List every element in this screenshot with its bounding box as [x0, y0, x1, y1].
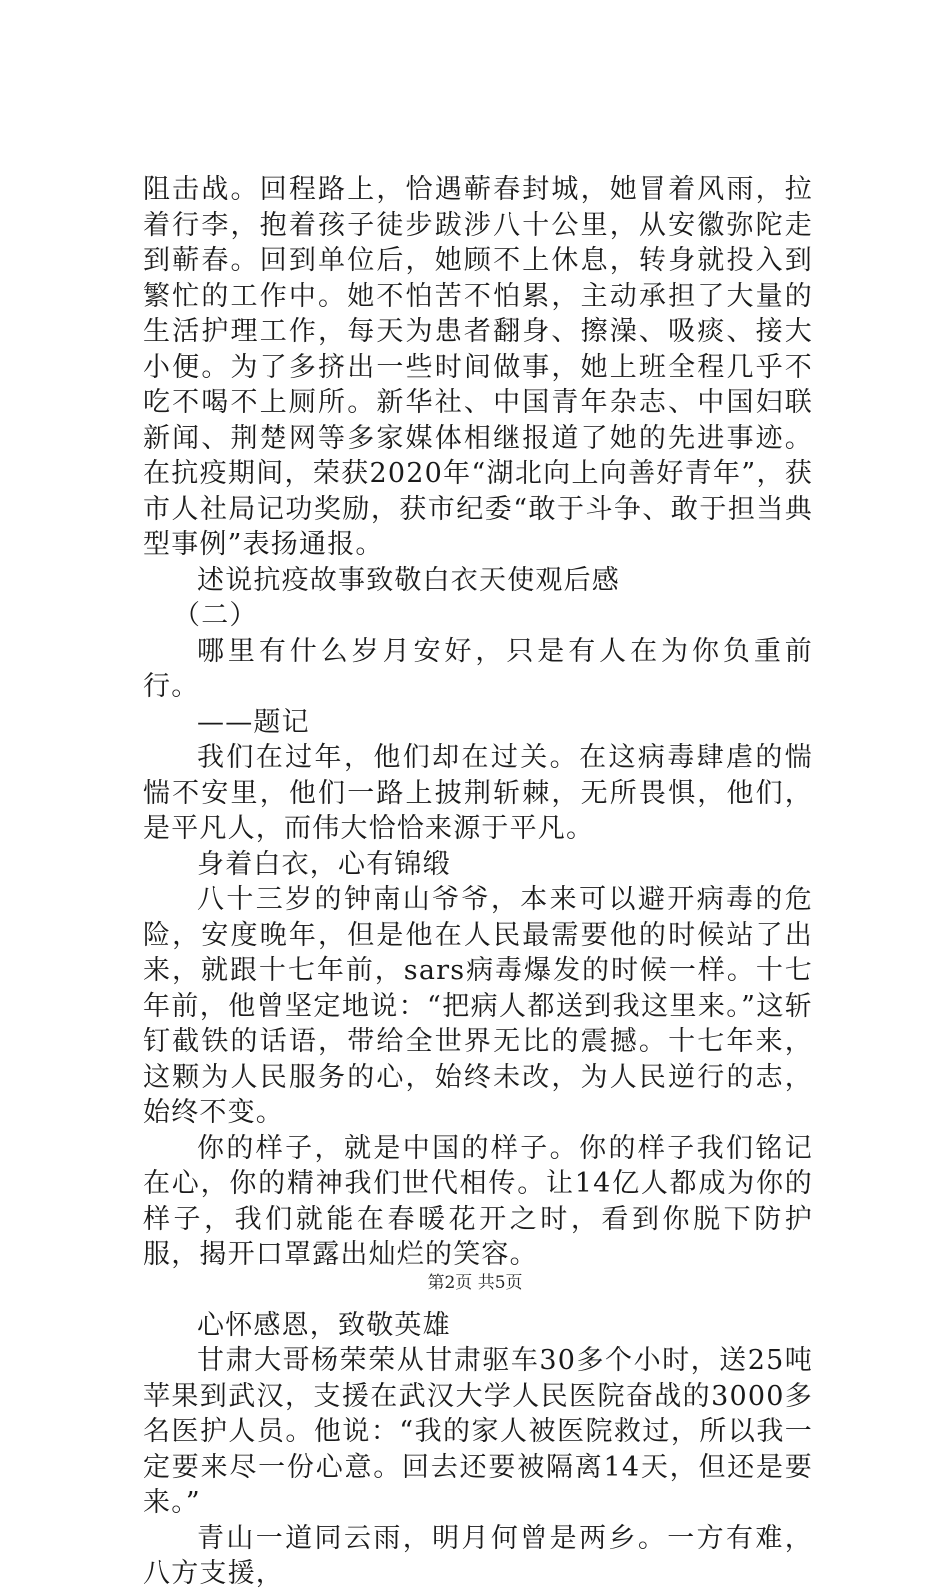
epigraph-attribution: ——题记 [197, 706, 310, 738]
epigraph-quote: 哪里有什么岁月安好，只是有人在为你负重前行。 [143, 635, 813, 702]
section-title: 述说抗疫故事致敬白衣天使观后感 [197, 564, 620, 596]
section-number: （二） [173, 600, 258, 631]
subheading-gratitude: 心怀感恩，致敬英雄 [197, 1309, 451, 1341]
paragraph-zhong-nanshan: 八十三岁的钟南山爷爷，本来可以避开病毒的危险，安度晚年，但是他在人民最需要他的时候站了出来，就跟十七年前，sars病毒爆发的时候一样。十七年前，他曾坚定地说：“把病人都送到我这里来。”这斩钉截铁的话语，带给全世界无比的震撼。十七年来，这颗为人民服务的心，始终未改，为人民逆行的志，始终不变。 [143, 884, 813, 1128]
subheading-white-coat: 身着白衣，心有锦缎 [197, 848, 451, 880]
paragraph-china-image: 你的样子，就是中国的样子。你的样子我们铭记在心，你的精神我们世代相传。让14亿人都成为你的样子，我们就能在春暖花开之时，看到你脱下防护服，揭开口罩露出灿烂的笑容。 [143, 1132, 813, 1270]
paragraph-mountains: 青山一道同云雨，明月何曾是两乡。一方有难，八方支援， [143, 1522, 813, 1589]
paragraph-story-continued: 阻击战。回程路上，恰遇蕲春封城，她冒着风雨，拉着行李，抱着孩子徒步跋涉八十公里，从安徽弥陀走到蕲春。回到单位后，她顾不上休息，转身就投入到繁忙的工作中。她不怕苦不怕累，主动承担了大量的生活护理工作，每天为患者翻身、擦澡、吸痰、接大小便。为了多挤出一些时间做事，她上班全程几乎不吃不喝不上厕所。新华社、中国青年杂志、中国妇联新闻、荆楚网等多家媒体相继报道了她的先进事迹。在抗疫期间，荣获2020年“湖北向上向善好青年”，获市人社局记功奖励，获市纪委“敢于斗争、敢于担当典型事例”表扬通报。 [143, 174, 813, 560]
document-body [143, 172, 813, 1592]
page-footer: 第2页 共5页 [427, 1273, 523, 1293]
paragraph-intro: 我们在过年，他们却在过关。在这病毒肆虐的惴惴不安里，他们一路上披荆斩棘，无所畏惧，他们，是平凡人，而伟大恰恰来源于平凡。 [143, 742, 813, 844]
paragraph-gansu-brother: 甘肃大哥杨荣荣从甘肃驱车30多个小时，送25吨苹果到武汉，支援在武汉大学人民医院奋战的3000多名医护人员。他说：“我的家人被医院救过，所以我一定要来尽一份心意。回去还要被隔离14天，但还是要来。” [143, 1345, 813, 1518]
